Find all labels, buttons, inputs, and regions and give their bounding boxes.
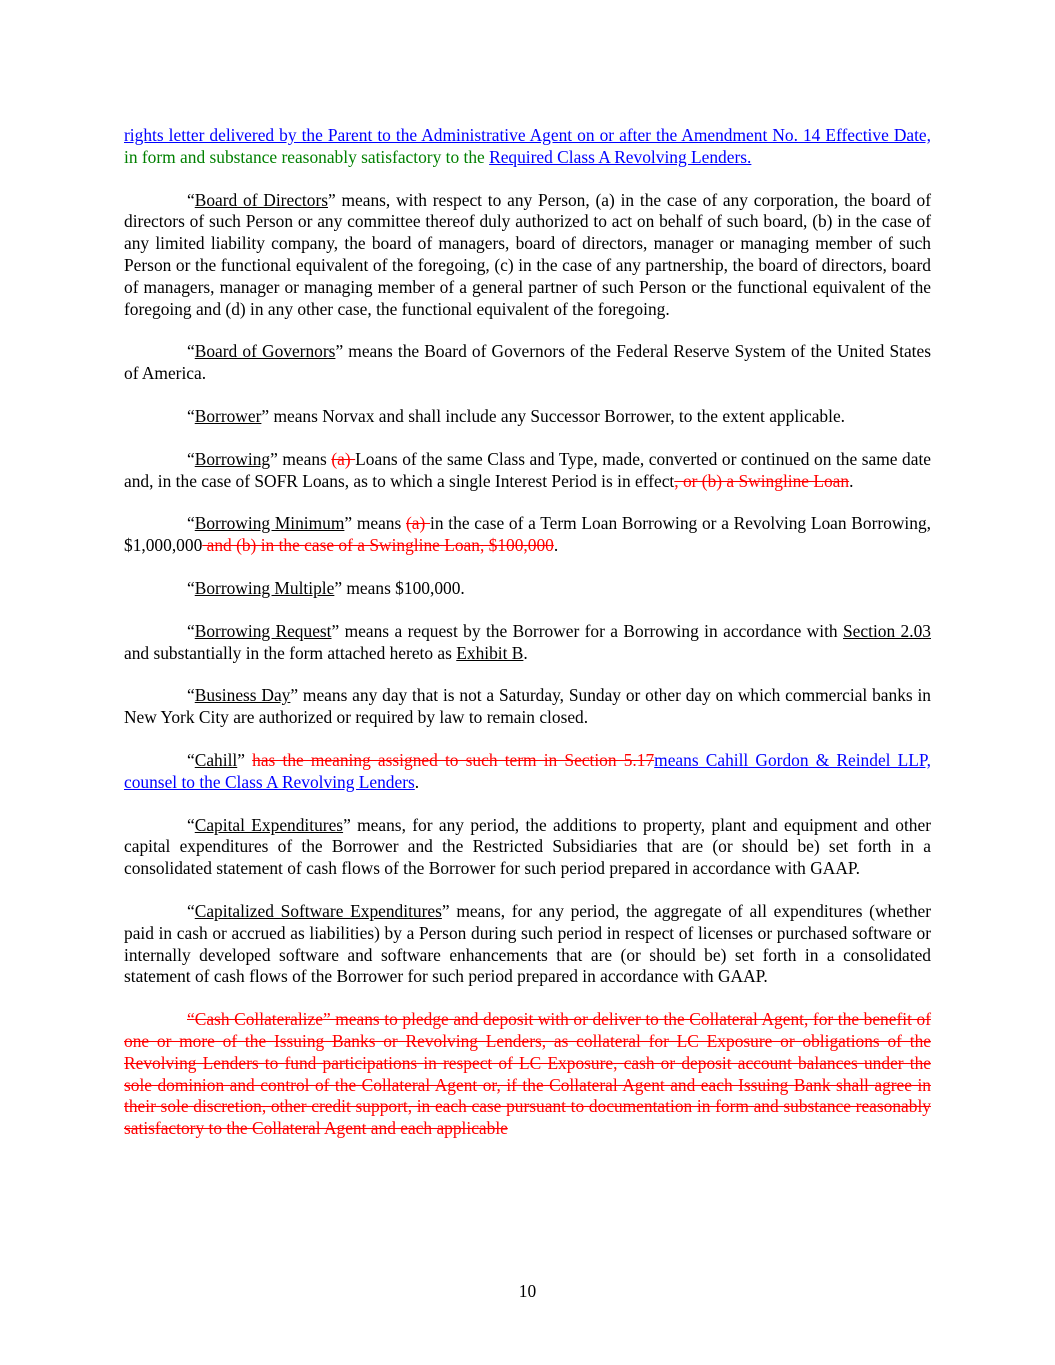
defined-term: Borrowing Multiple <box>194 577 335 598</box>
moved-text: in form and substance reasonably satisfactory to the <box>124 146 490 167</box>
definition-board-of-directors: “Board of Directors” means, with respect to any Person, (a) in the case of any corporation, the board of directors of such Person or any committee thereof duly authorized to act on behalf of such board, (b) in the case of any limited liability company, the board of managers, board of directors, manager or managing member of such Person or the functional equivalent of the foregoing, (c) in the case of any partnership, the board of directors, board of managers, manager or managing member of a general partner of such Person or the functional equivalent of the foregoing and (d) in any other case, the functional equivalent of the foregoing. <box>124 189 931 319</box>
deleted-text: , or (b) a Swingline Loan <box>674 470 850 491</box>
definition-borrowing-minimum: “Borrowing Minimum” means (a) in the case of a Term Loan Borrowing or a Revolving Loan Borrowing, $1,000,000 and (b) in the case of a Swingline Loan, $100,000. <box>124 513 931 556</box>
defined-term: Cahill <box>194 749 238 770</box>
definition-capitalized-software-expenditures: “Capitalized Software Expenditures” means, for any period, the aggregate of all expenditures (whether paid in cash or accrued as liabilities) by a Person during such period in respect of licenses or purchased software or internally developed software and software enhancements that are (or should be) set forth in a consolidated statement of cash flows of the Borrower for such period prepared in accordance with GAAP. <box>124 900 931 987</box>
definition-text: ” means, with respect to any Person, (a) in the case of any corporation, the board of directors of such Person or any committee thereof duly authorized to act on behalf of such board, (b) in the case of any limited liability company, the board of managers, board of directors, manager or managing member of such Person or the functional equivalent of the foregoing, (c) in the case of any partnership, the board of directors, board of managers, manager or managing member of a general partner of such Person or the functional equivalent of the foregoing and (d) in any other case, the functional equivalent of the foregoing. <box>124 189 931 319</box>
deleted-text: has the meaning assigned to such term in Section 5.17 <box>252 749 655 770</box>
definition-text: in the case of a Term Loan Borrowing or a Revolving Loan Borrowing, $1,000,000 <box>124 513 931 556</box>
defined-term: Business Day <box>194 685 291 706</box>
definition-business-day: “Business Day” means any day that is not a Saturday, Sunday or other day on which commercial banks in New York City are authorized or required by law to remain closed. <box>124 685 932 728</box>
defined-term: Capital Expenditures <box>194 814 344 835</box>
definition-text: ” means Norvax and shall include any Successor Borrower, to the extent applicable. <box>261 405 846 426</box>
deleted-text: Collateral Agent and each applicable <box>251 1118 508 1139</box>
definition-text: and substantially in the form attached hereto as <box>124 642 457 663</box>
defined-term: Capitalized Software Expenditures <box>194 900 442 921</box>
section-reference: Section 2.03 <box>843 620 931 641</box>
definition-borrowing-multiple: “Borrowing Multiple” means $100,000. <box>187 577 465 598</box>
definition-board-of-governors: “Board of Governors” means the Board of Governors of the Federal Reserve System of the United States of America. <box>124 341 931 384</box>
exhibit-reference: Exhibit B <box>456 642 524 663</box>
definition-text: ” means, for any period, the additions to property, plant and equipment and other capital expenditures of the Borrower and the Restricted Subsidiaries that are (or should be) set forth in a consolidated statement of cash flows of the Borrower for such period prepared in accordance with GAAP. <box>124 814 931 879</box>
defined-term: Borrowing <box>194 448 271 469</box>
defined-term: Borrowing Minimum <box>194 513 345 534</box>
deleted-text: ” means to pledge and deposit with or deliver to the Collateral Agent, for the benefit of one or more of the Issuing Banks or Revolving Lenders, as collateral for LC Exposure or obligations of the Revolving Lenders to fund participations in respect of LC Exposure, cash or deposit account balances under the sole dominion and control of the Collateral Agent or, if the Collateral Agent and each Issuing Bank shall agree in their sole discretion, other credit support, in each case pursuant to documentation <box>124 1009 931 1117</box>
deleted-text: (a) <box>406 513 431 534</box>
definition-borrowing-request: “Borrowing Request” means a request by the Borrower for a Borrowing in accordance with Section 2.03 and substantially in the form attached hereto as Exhibit B. <box>124 620 931 663</box>
definition-cahill: “Cahill” has the meaning assigned to such term in Section 5.17means Cahill Gordon & Reindel LLP, counsel to the Class A Revolving Lenders. <box>124 749 931 792</box>
inserted-text: Required Class A Revolving Lenders. <box>489 146 752 167</box>
definition-text: ” means a request by the Borrower for a Borrowing in accordance with <box>331 620 843 641</box>
deleted-defined-term: Cash Collateralize <box>194 1009 323 1030</box>
paragraph-continuation <box>124 125 931 169</box>
definition-cash-collateralize: “Cash Collateralize” means to pledge and deposit with or deliver to the Collateral Agent, for the benefit of one or more of the Issuing Banks or Revolving Lenders, as collateral for LC Exposure or obligations of the Revolving Lenders to fund participations in respect of LC Exposure, cash or deposit account balances under the sole dominion and control of the Collateral Agent or, if the Collateral Agent and each Issuing Bank shall agree in their sole discretion, other credit support, in each case pursuant to documentation in form and substance reasonably satisfactory to the Collateral Agent and each applicable <box>124 1009 931 1139</box>
definition-text: ” means the Board of Governors of the Federal Reserve System of the United States of America. <box>124 341 931 384</box>
defined-term: Board of Directors <box>194 189 328 210</box>
definition-text: ” means $100,000. <box>334 577 465 598</box>
definition-text: ” means any day that is not a Saturday, Sunday or other day on which commercial banks in New York City are authorized or required by law to remain closed. <box>124 685 932 728</box>
definition-text: Loans of the same Class and Type, made, converted or continued on the same date and, in the case of SOFR Loans, as to which a single Interest Period is in effect <box>124 448 931 491</box>
inserted-text: means Cahill Gordon & Reindel LLP, counsel to the Class A Revolving Lenders <box>124 749 931 792</box>
page-number: 10 <box>518 1281 537 1301</box>
definition-text: ” means <box>344 513 406 534</box>
defined-term: Borrower <box>194 405 262 426</box>
inserted-text: rights letter delivered by the Parent to the Administrative Agent on or after the Amendment No. 14 Effective Date, <box>124 125 931 145</box>
definition-capital-expenditures: “Capital Expenditures” means, for any period, the additions to property, plant and equipment and other capital expenditures of the Borrower and the Restricted Subsidiaries that are (or should be) set forth in a consolidated statement of cash flows of the Borrower for such period prepared in accordance with GAAP. <box>124 814 931 879</box>
defined-term: Board of Governors <box>194 341 336 362</box>
moved-deleted-text: in form and substance reasonably satisfactory to the <box>124 1096 931 1139</box>
deleted-text: (a) <box>331 448 356 469</box>
deleted-text: and (b) in the case of a Swingline Loan, $100,000 <box>202 535 554 556</box>
definition-borrowing: “Borrowing” means (a) Loans of the same Class and Type, made, converted or continued on the same date and, in the case of SOFR Loans, as to which a single Interest Period is in effect, or (b) a Swingline Loan. <box>124 448 931 491</box>
definition-borrower: “Borrower” means Norvax and shall include any Successor Borrower, to the extent applicable. <box>187 405 846 426</box>
definition-text: ” means <box>270 448 332 469</box>
document-body <box>124 125 931 1161</box>
defined-term: Borrowing Request <box>194 620 332 641</box>
definition-text: ” means, for any period, the aggregate of all expenditures (whether paid in cash or accrued as liabilities) by a Person during such period in respect of licenses or purchased software or internally developed software and software enhancements that are (or should be) set forth in a consolidated statement of cash flows of the Borrower for such period prepared in accordance with GAAP. <box>124 900 931 987</box>
